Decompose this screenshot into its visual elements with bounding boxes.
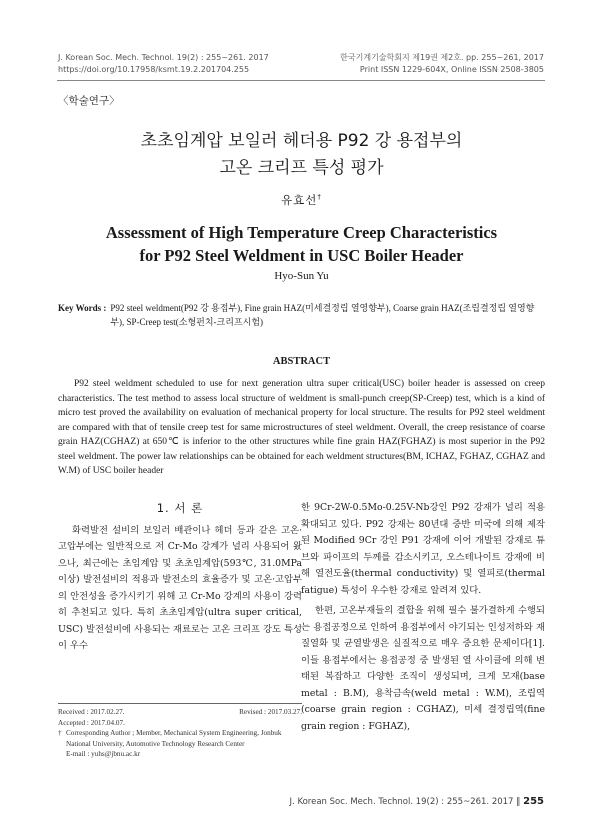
- accepted-date: Accepted : 2017.04.07.: [58, 718, 125, 727]
- corresponding-author-note: [58, 728, 302, 749]
- korean-title: [58, 128, 545, 182]
- journal-citation-ko: 한국기계기술학회지 제19권 제2호. pp. 255~261, 2017: [340, 53, 544, 62]
- footer-citation: J. Korean Soc. Mech. Technol. 19(2) : 255~261. 2017 ‖: [289, 797, 521, 807]
- doi-link[interactable]: https://doi.org/10.17958/ksmt.19.2.201704.255: [58, 65, 250, 74]
- english-author: Hyo-Sun Yu: [274, 270, 329, 282]
- footnote-dates: [58, 707, 302, 718]
- running-header-left: [58, 52, 269, 76]
- corresponding-author-text: Corresponding Author ; Member, Mechanical System Engineering, Jonbuk National University, Automotive Technology Research Center: [66, 729, 282, 748]
- right-column: [301, 500, 545, 735]
- keywords-text: P92 steel weldment(P92 강 용접부), Fine grain HAZ(미세결정립 열영향부), Coarse grain HAZ(조립결정립 열영향부), SP-Creep test(소형펀치-크리프시험): [110, 303, 535, 327]
- korean-title-line1: 초초임계압 보일러 헤더용 P92 강 용접부의: [140, 131, 463, 151]
- abstract-text: P92 steel weldment scheduled to use for next generation ultra super critical(USC) boiler header is assessed on creep characteristics. The test method to assess local structure of weldment is small-punch creep(SP-Creep) test, which is a kind of micro test proved the availability on evaluation of mechanical property for local structure. The results for P92 steel weldment are compared with that of tensile creep test for same microstructures of steel weldment. Overall, the creep resistance of coarse grain HAZ(CGHAZ) at 650℃ is inferior to the other structures while fine grain HAZ(FGHAZ) is most superior in the P92 steel weldment. The power law relationships can be obtained for each weldment structures(BM, ICHAZ, FGHAZ, CGHAZ and W.M) of USC boiler header: [58, 379, 545, 476]
- footnote: [58, 707, 302, 760]
- revised-date: Revised : 2017.03.27.: [239, 708, 302, 716]
- body-paragraph: 화력발전 설비의 보일러 배관이나 헤더 등과 같은 고온·고압부에는 일반적으로 저 Cr-Mo 강계가 널리 사용되어 왔으나, 최근에는 초임계압 및 초초임계압(593℃, 31.0MPa 이상) 발전설비의 적용과 발전소의 효율증가 및 고온·고압부의 안전성을 증가시키기 위해 고 Cr-Mo 강계의 사용이 강력히 추천되고 있다. 특히 초초임계압(ultra super critical, USC) 발전설비에 사용되는 재료로는 고온 크리프 강도 특성이 우수: [58, 524, 302, 651]
- korean-author-name: 유효선: [281, 193, 318, 207]
- body-paragraph: 한편, 고온부재들의 결합을 위해 필수 불가결하게 수행되는 용접공정으로 인하여 용접부에서 야기되는 인성저하와 재질열화 및 균열발생은 실질적으로 매우 중요한 문제이다[1]. 이들 용접부에서는 용접공정 중 발생된 열 사이클에 의해 변태된 복잡하고 다양한 조직이 생성되며, 크게 모재(base metal : B.M), 용착금속(weld metal : W.M), 조립역(coarse grain region : CGHAZ), 미세 결정립역(fine grain region : FGHAZ),: [301, 605, 545, 732]
- article-type-tag: 〈학술연구〉: [58, 95, 120, 107]
- english-title-line2: for P92 Steel Weldment in USC Boiler Header: [139, 246, 464, 265]
- journal-citation: J. Korean Soc. Mech. Technol. 19(2) : 255~261. 2017: [58, 53, 269, 62]
- left-column: [58, 500, 302, 655]
- english-title: [58, 221, 545, 267]
- email-address[interactable]: E-mail : yuhs@jbnu.ac.kr: [66, 750, 141, 758]
- corresponding-mark: †: [317, 193, 322, 202]
- body-paragraph: 한 9Cr-2W-0.5Mo-0.25V-Nb강인 P92 강재가 널리 적용 확대되고 있다. P92 강재는 80년대 중반 미국에 의해 제작된 Modified 9Cr 강인 P91 강재에 이어 개발된 강재로 튜브와 파이프의 두께를 감소시키고, 오스테나이트 강재에 비해 열전도율(thermal conductivity) 및 열피로(thermal fatigue) 특성이 우수한 강재로 알려져 있다.: [301, 502, 545, 596]
- section-heading-introduction: 1. 서 론: [156, 501, 204, 515]
- received-date: Received : 2017.02.27.: [58, 708, 125, 716]
- page-footer: [290, 796, 544, 807]
- korean-title-line2: 고온 크리프 특성 평가: [219, 158, 384, 178]
- header-divider: [57, 80, 545, 81]
- issn-line: Print ISSN 1229-604X, Online ISSN 2508-3805: [359, 65, 544, 74]
- korean-author: [58, 192, 545, 208]
- keywords: [58, 301, 545, 329]
- footnote-divider: [58, 703, 302, 704]
- page-number: 255: [523, 796, 544, 807]
- english-title-line1: Assessment of High Temperature Creep Characteristics: [105, 223, 498, 242]
- running-header-right: [340, 52, 544, 76]
- keywords-label: Key Words :: [58, 303, 107, 313]
- dagger-mark: †: [58, 729, 62, 737]
- abstract-heading: ABSTRACT: [272, 356, 331, 367]
